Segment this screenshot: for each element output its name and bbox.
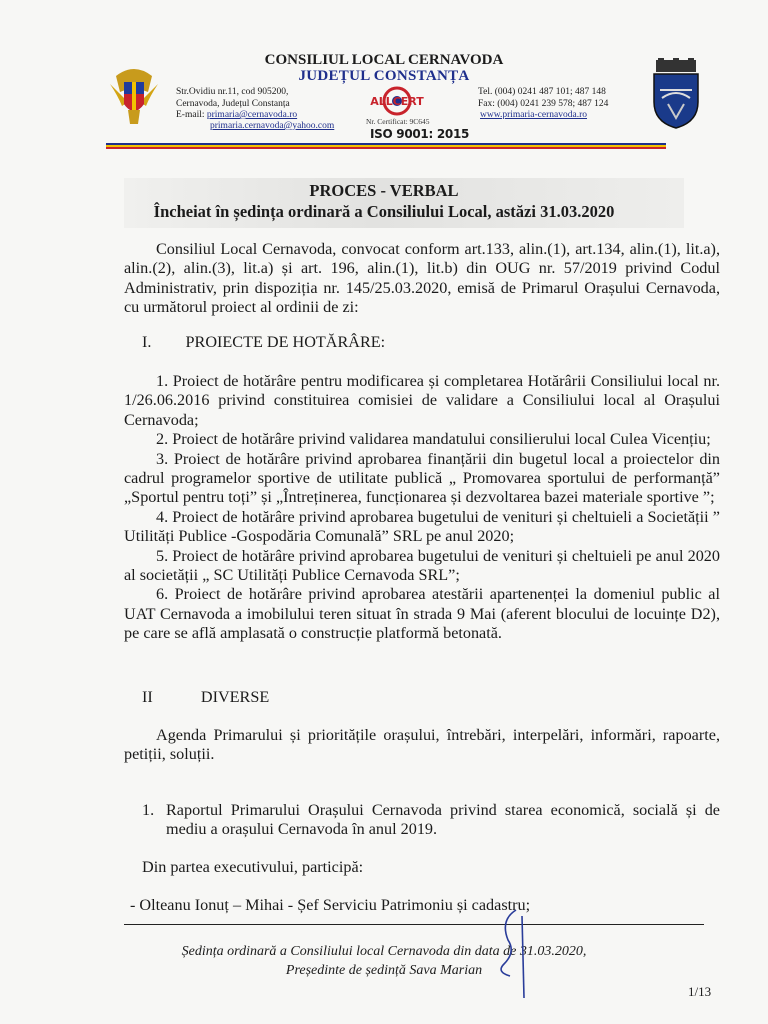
phone-number: Tel. (004) 0241 487 101; 487 148 [478,87,606,97]
list-item: 3. Proiect de hotărâre privind aprobarea finanțării din bugetul local a proiectelor din cadrul programelor sportive de utilitate publică „ Promovarea sportului de performanță” „Sportul pentru toți” și „Întreținerea, funcționarea și dezvoltarea bazei materiale sportive ”; [124,449,720,507]
diverse-text: Agenda Primarului și prioritățile orașului, întrebări, interpelări, informări, rapoarte, petiții, soluții. [124,726,720,764]
footer [0,942,768,980]
section-number: I. [142,333,152,351]
section-heading-diverse [142,688,269,707]
email-label: E-mail: [176,110,207,120]
list-item: 2. Proiect de hotărâre privind validarea mandatului consilierului local Culea Vicențiu; [156,430,711,449]
report-item [142,801,720,840]
list-item: 4. Proiect de hotărâre privind aprobarea bugetului de venituri și cheltuieli a Societății ” Utilități Publice -Gospodăria Comunală” SRL pe anul 2020; [124,507,720,546]
document-subtitle: Încheiat în ședința ordinară a Consiliului Local, astăzi 31.03.2020 [153,202,615,221]
footer-divider [124,924,704,925]
footer-line-1: Ședința ordinară a Consiliului local Cernavoda din data de 31.03.2020, [181,944,587,959]
website-link[interactable]: www.primaria-cernavoda.ro [480,110,588,120]
email-line [176,110,297,122]
report-text: Raportul Primarului Orașului Cernavoda privind starea economică, socială și de mediu a orașului Cernavoda în anul 2019. [166,801,720,839]
agenda-list [124,372,720,644]
list-item: 5. Proiect de hotărâre privind aprobarea bugetului de venituri și cheltuieli pe anul 2020 al societății „ SC Utilități Publice Cernavoda SRL”; [124,546,720,585]
header-divider-red [106,147,666,149]
svg-text:ALLCERT: ALLCERT [370,95,424,108]
fax-number: Fax: (004) 0241 239 578; 487 124 [478,98,609,109]
certificate-number: Nr. Certificat: 9C645 [366,117,430,126]
report-number: 1. [142,801,155,819]
address-line: Str.Ovidiu nr.11, cod 905200, [176,87,289,97]
diverse-paragraph [124,726,720,765]
section-heading-proiecte [142,333,385,352]
section-number: II [142,688,153,706]
iso-standard: ISO 9001: 2015 [370,127,470,141]
address-block [176,87,297,122]
contact-block [478,87,608,122]
participant-line [130,896,726,915]
executive-intro [142,858,738,877]
participant-text: - Olteanu Ionuț – Mihai - Șef Serviciu Patrimoniu și cadastru; [130,896,531,914]
executive-intro-text: Din partea executivului, participă: [142,858,364,876]
email-link-primary[interactable]: primaria@cernavoda.ro [206,110,298,120]
footer-line-2: Președinte de ședință Sava Marian [285,963,483,978]
email-link-secondary[interactable]: primaria.cernavoda@yahoo.com [210,121,335,131]
document-title: PROCES - VERBAL [309,181,459,200]
page-number: 1/13 [688,984,712,999]
handwritten-signature-icon [486,900,546,1000]
address-line: Cernavoda, Județul Constanța [176,98,290,109]
allcert-logo-icon [361,86,433,116]
intro-text: Consiliul Local Cernavoda, convocat conform art.133, alin.(1), art.134, alin.(1), lit.a), alin.(2), alin.(3), lit.a) și art. 196, alin.(1), lit.b) din OUG nr. 57/2019 privind Codul Administrativ, prin dispoziția nr. 145/25.03.2020, emisă de Primarul Orașului Cernavoda, cu următorul proiect al ordinii de zi: [124,240,720,317]
list-item: 1. Proiect de hotărâre pentru modificarea și completarea Hotărârii Consiliului local nr. 1/26.06.2016 privind constituirea comisiei de validare a Consiliului local al Orașului Cernavoda; [124,372,720,429]
list-item: 6. Proiect de hotărâre privind aprobarea atestării apartenenței la domeniul public al UAT Cernavoda a imobilului teren situat în strada 9 Mai (aferent blocului de locuințe D2), pe care se află amplasată o construcție platformă betonată. [124,585,720,643]
council-name: CONSILIUL LOCAL CERNAVODA [264,52,504,68]
section-title: DIVERSE [200,688,270,706]
intro-paragraph [124,240,720,318]
county-name: JUDEȚUL CONSTANȚA [298,68,470,84]
section-title: PROIECTE DE HOTĂRÂRE: [185,333,386,351]
